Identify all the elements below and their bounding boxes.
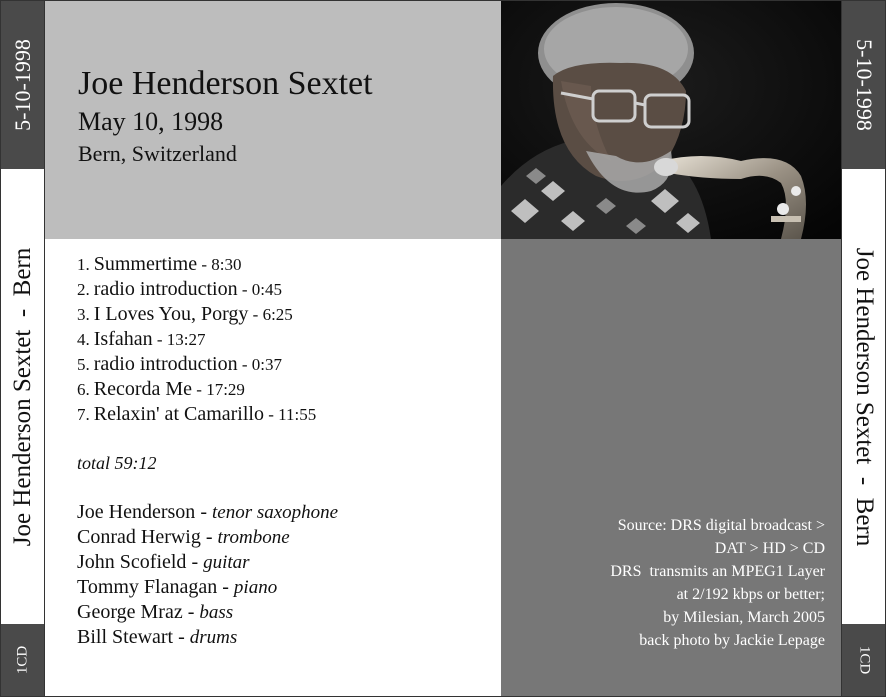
saxophonist-photo: [501, 1, 841, 239]
musician-instrument: drums: [189, 627, 238, 648]
left-spine-count: 1CD: [14, 645, 30, 675]
track-name: I Loves You, Porgy: [93, 303, 249, 325]
track-duration: - 0:37: [237, 355, 282, 374]
left-spine-count-block: [1, 624, 44, 696]
track-row: [77, 252, 497, 277]
note-line: DRS transmits an MPEG1 Layer: [610, 563, 825, 580]
note-line: at 2/192 kbps or better;: [676, 586, 825, 603]
track-name: radio introduction: [93, 278, 238, 300]
left-spine-title-block: [1, 169, 44, 624]
left-spine-title: Joe Henderson Sextet - Bern: [8, 247, 36, 546]
saxophonist-illustration: [501, 1, 841, 239]
track-duration: - 11:55: [263, 405, 317, 424]
concert-location: Bern, Switzerland: [78, 141, 237, 166]
personnel-list: [77, 500, 338, 650]
musician-name: Bill Stewart: [77, 626, 174, 648]
musician-instrument: guitar: [203, 552, 250, 573]
right-spine-title-block: [842, 169, 885, 624]
musician-instrument: trombone: [217, 527, 290, 548]
musician-row: Bill Stewart - drums: [77, 626, 238, 648]
track-name: Isfahan: [93, 328, 153, 350]
musician-row: Conrad Herwig - trombone: [77, 526, 290, 548]
musician-instrument: bass: [199, 602, 234, 623]
musician-name: Tommy Flanagan: [77, 576, 218, 598]
track-row: [77, 327, 497, 352]
total-time: total 59:12: [77, 453, 157, 473]
track-duration: - 17:29: [192, 380, 245, 399]
note-line: Source: DRS digital broadcast >: [617, 517, 825, 534]
header-panel: [45, 1, 501, 239]
track-duration: - 0:45: [237, 280, 282, 299]
left-spine-date: 5-10-1998: [9, 39, 35, 131]
track-number: 7.: [77, 405, 90, 424]
track-row: [77, 302, 497, 327]
track-name: Relaxin' at Camarillo: [93, 403, 264, 425]
musician-name: John Scofield: [77, 551, 187, 573]
right-spine-count: 1CD: [856, 645, 872, 675]
track-number: 4.: [77, 330, 90, 349]
right-spine-date-block: [842, 1, 885, 169]
left-spine-date-block: [1, 1, 44, 169]
track-number: 5.: [77, 355, 90, 374]
track-row: [77, 377, 497, 402]
track-number: 1.: [77, 255, 90, 274]
note-line: by Milesian, March 2005: [663, 609, 825, 626]
musician-instrument: tenor saxophone: [211, 502, 339, 523]
right-spine-divider: [841, 0, 842, 697]
musician-row: George Mraz - bass: [77, 601, 234, 623]
track-row: [77, 277, 497, 302]
track-number: 6.: [77, 380, 90, 399]
track-number: 2.: [77, 280, 90, 299]
track-name: Recorda Me: [93, 378, 193, 400]
track-duration: - 8:30: [197, 255, 242, 274]
musician-name: Joe Henderson: [77, 501, 196, 523]
concert-date: May 10, 1998: [78, 107, 224, 136]
track-row: [77, 352, 497, 377]
track-name: radio introduction: [93, 353, 238, 375]
notes-panel: [501, 239, 841, 696]
track-duration: - 13:27: [152, 330, 206, 349]
tracklist: [77, 252, 497, 427]
right-spine-title: Joe Henderson Sextet - Bern: [850, 247, 878, 546]
track-number: 3.: [77, 305, 90, 324]
right-spine-date: 5-10-1998: [851, 39, 877, 131]
note-line: back photo by Jackie Lepage: [639, 632, 825, 649]
track-row: [77, 402, 497, 427]
musician-name: George Mraz: [77, 601, 183, 623]
musician-instrument: piano: [233, 577, 278, 598]
track-name: Summertime: [93, 253, 198, 275]
album-title: Joe Henderson Sextet: [78, 65, 373, 102]
note-line: DAT > HD > CD: [714, 540, 825, 557]
right-spine-count-block: [842, 624, 885, 696]
musician-row: John Scofield - guitar: [77, 551, 250, 573]
musician-row: Joe Henderson - tenor saxophone: [77, 501, 339, 523]
musician-name: Conrad Herwig: [77, 526, 201, 548]
track-duration: - 6:25: [248, 305, 293, 324]
musician-row: Tommy Flanagan - piano: [77, 576, 278, 598]
